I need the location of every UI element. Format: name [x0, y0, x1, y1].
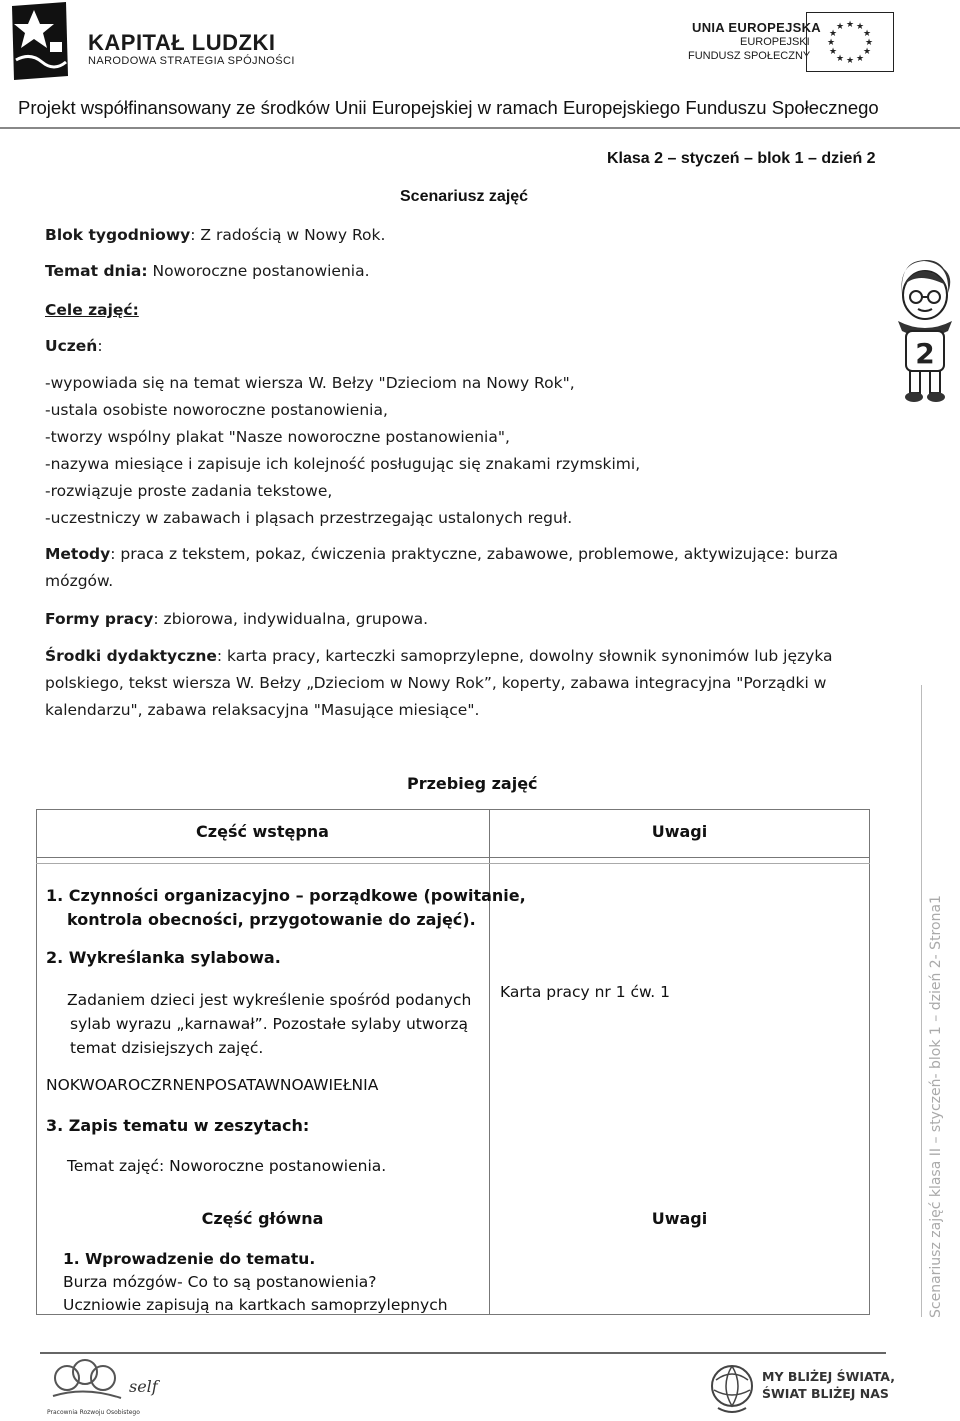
course-title: Przebieg zajęć [407, 774, 538, 793]
mascot-number: 2 [915, 337, 935, 370]
methods-label: Metody [45, 545, 111, 563]
self-development-logo-icon [45, 1356, 165, 1418]
intro-item-1-line1: 1. Czynności organizacyjno – porządkowe (powitanie, [46, 886, 526, 905]
intro-item-2-desc1: Zadaniem dzieci jest wykreślenie spośród podanych [67, 991, 472, 1009]
svg-text:★: ★ [862, 47, 872, 57]
intro-item-2-desc2: sylab wyrazu „karnawał”. Pozostałe sylaby utworzą [70, 1015, 469, 1033]
goal-item: -ustala osobiste noworoczne postanowienia, [45, 401, 388, 419]
main-item-1-title: 1. Wprowadzenie do tematu. [63, 1250, 316, 1268]
project-cofinancing-line [18, 97, 879, 119]
header-divider [0, 127, 960, 129]
svg-text:★: ★ [828, 47, 838, 57]
student-heading [45, 333, 103, 360]
weekly-block-value: : Z radością w Nowy Rok. [190, 226, 386, 244]
day-topic [45, 258, 370, 285]
weekly-block-label: Blok tygodniowy [45, 226, 191, 244]
self-logo-text: self [129, 1377, 158, 1396]
day-topic-label: Temat dnia: [45, 262, 148, 280]
intro-item-1-line2: kontrola obecności, przygotowanie do zajęć). [67, 910, 476, 929]
eu-label-line2: EUROPEJSKI [740, 36, 810, 48]
footer-slogan-line2: ŚWIAT BLIŻEJ NAS [762, 1386, 889, 1401]
brand-title: KAPITAŁ LUDZKI [88, 30, 276, 55]
syllable-puzzle: NOKWOARОCZRNENPOSATAWNOAWIEŁNIA [46, 1076, 379, 1094]
svg-text:★: ★ [855, 22, 865, 32]
methods-line1: : praca z tekstem, pokaz, ćwiczenia praktyczne, zabawowe, problemowe, aktywizujące: burza [110, 545, 839, 563]
intro-item-3-description: Temat zajęć: Noworoczne postanowienia. [67, 1157, 387, 1175]
intro-item-2-desc3: temat dzisiejszych zajęć. [70, 1039, 264, 1057]
goals-heading [45, 297, 139, 324]
scenario-title: Scenariusz zajęć [400, 188, 529, 205]
svg-text:★: ★ [862, 29, 872, 39]
teaching-aids [45, 643, 905, 724]
globe-hands-icon [708, 1360, 756, 1416]
project-line-a: Projekt współfinansowany ze środków Unii Europejskiej [18, 97, 473, 118]
brand-subtitle: NARODOWA STRATEGIA SPÓJNOŚCI [88, 55, 295, 67]
side-divider [921, 685, 922, 1317]
intro-item-3: 3. Zapis tematu w zeszytach: [46, 1116, 310, 1135]
goal-item: -nazywa miesiące i zapisuje ich kolejność posługując się znakami rzymskimi, [45, 455, 641, 473]
svg-text:★: ★ [835, 54, 845, 64]
work-forms-value: : zbiorowa, indywidualna, grupowa. [153, 610, 429, 628]
note-worksheet: Karta pracy nr 1 ćw. 1 [500, 983, 671, 1001]
goal-item: -tworzy wspólny plakat "Nasze noworoczne postanowienia", [45, 428, 510, 446]
teaching-aids-line1: : karta pracy, karteczki samoprzylepne, dowolny słownik synonimów lub języka [216, 647, 833, 665]
header-notes: Uwagi [651, 822, 708, 841]
header-notes-main: Uwagi [651, 1209, 708, 1228]
teaching-aids-label: Środki dydaktyczne [45, 647, 217, 665]
methods-line2: mózgów. [45, 572, 114, 590]
svg-text:★: ★ [845, 20, 855, 30]
kapital-ludzki-logo-icon [10, 2, 70, 80]
goal-item: -rozwiązuje proste zadania tekstowe, [45, 482, 333, 500]
eu-label-line1: UNIA EUROPEJSKA [692, 20, 821, 35]
svg-text:★: ★ [845, 56, 855, 66]
goal-item: -uczestniczy w zabawach i pląsach przestrzegając ustalonych reguł. [45, 509, 573, 527]
work-forms [45, 606, 428, 633]
methods [45, 541, 905, 595]
footer-slogan-line1: MY BLIŻEJ ŚWIATA, [762, 1369, 895, 1384]
intro-item-1 [46, 884, 526, 932]
day-topic-value: Noworoczne postanowienia. [147, 262, 370, 280]
main-item-1-line2: Burza mózgów- Co to są postanowienia? [63, 1273, 377, 1291]
side-page-label: Scenariusz zajęć klasa II – styczeń- blok 1 – dzień 2- Strona1 [928, 895, 944, 1318]
header-intro-part: Część wstępna [196, 822, 329, 841]
svg-text:★: ★ [864, 38, 874, 48]
teaching-aids-line3: kalendarzu", zabawa relaksacyjna "Masujące miesiące". [45, 701, 480, 719]
main-item-1 [63, 1248, 448, 1317]
footer-slogan [762, 1368, 895, 1402]
intro-item-2-description [67, 988, 471, 1060]
eu-flag-icon [806, 12, 894, 72]
footer-divider [40, 1352, 886, 1354]
svg-text:★: ★ [835, 22, 845, 32]
svg-text:★: ★ [828, 29, 838, 39]
self-logo-subtitle: Pracownia Rozwoju Osobistego [47, 1409, 140, 1416]
eu-label-line3: FUNDUSZ SPOŁECZNY [688, 50, 811, 62]
class-info: Klasa 2 – styczeń – blok 1 – dzień 2 [607, 150, 876, 167]
student-colon: : [97, 337, 103, 355]
work-forms-label: Formy pracy [45, 610, 154, 628]
teaching-aids-line2: polskiego, tekst wiersza W. Bełzy „Dzieciom w Nowy Rok”, koperty, zabawa integracyjna "Porządki w [45, 674, 827, 692]
main-item-1-line3: Uczniowie zapisują na kartkach samoprzylepnych [63, 1296, 448, 1314]
svg-text:★: ★ [826, 38, 836, 48]
svg-text:★: ★ [855, 54, 865, 64]
goals-label: Cele zajęć: [45, 301, 139, 319]
goal-item: -wypowiada się na temat wiersza W. Bełzy "Dzieciom na Nowy Rok", [45, 374, 575, 392]
goals-list [45, 370, 905, 532]
weekly-block [45, 222, 385, 249]
student-label: Uczeń [45, 337, 98, 355]
intro-item-2: 2. Wykreślanka sylabowa. [46, 948, 281, 967]
header-main-part: Część główna [201, 1209, 324, 1228]
project-line-b: w ramach Europejskiego Funduszu Społecznego [477, 97, 879, 118]
